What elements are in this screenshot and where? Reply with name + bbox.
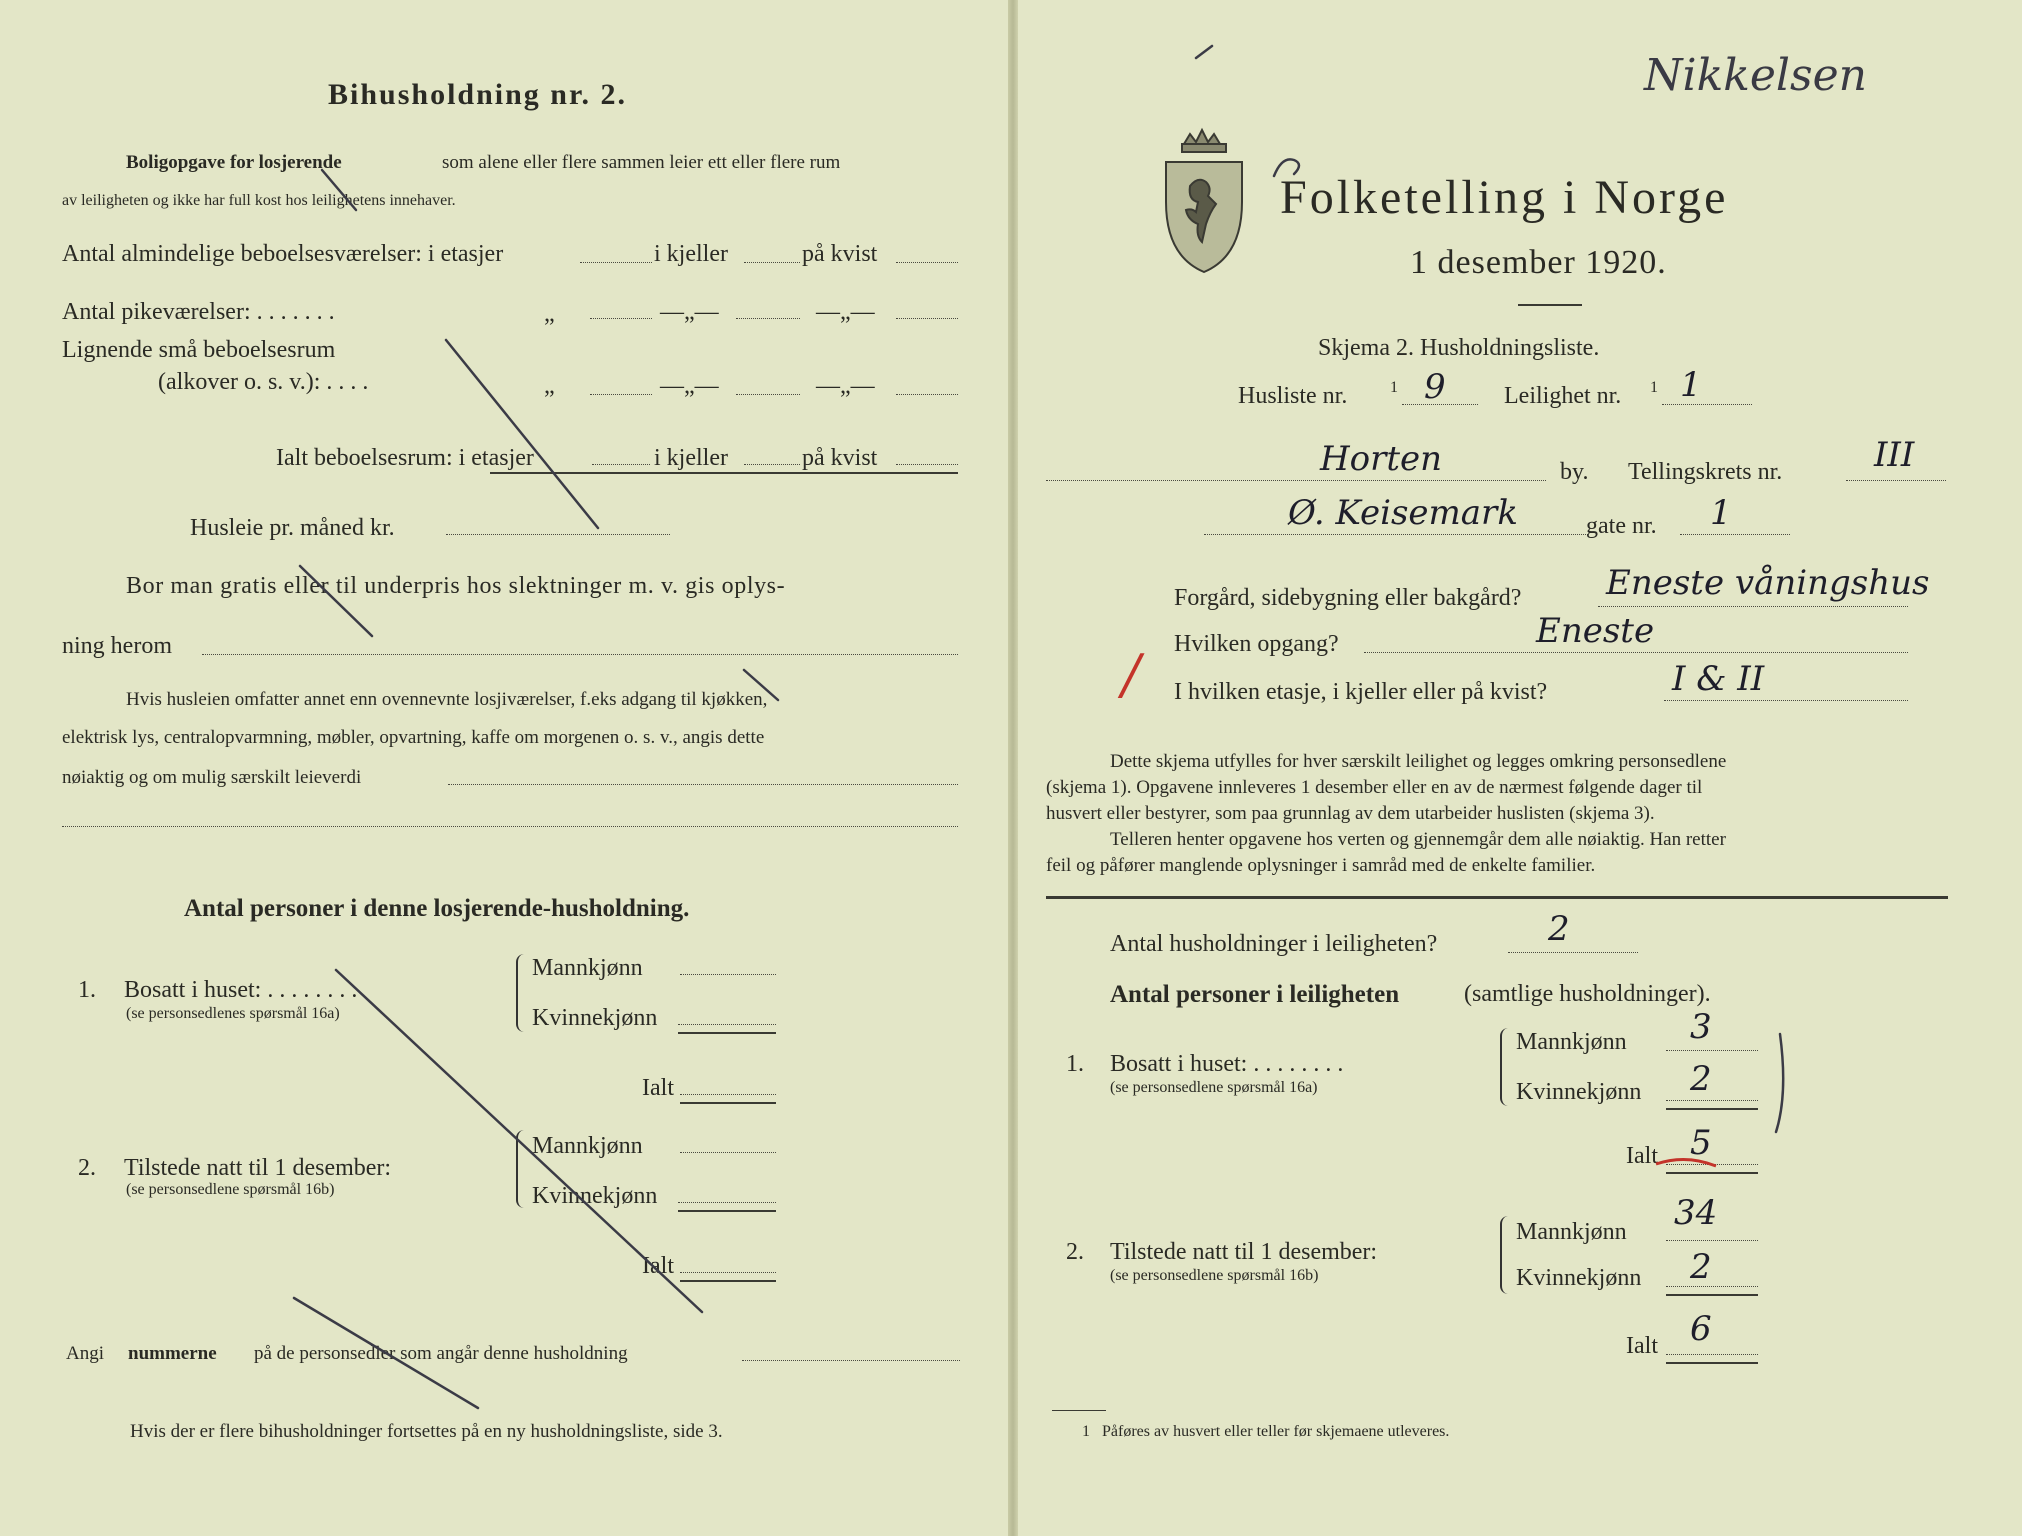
city-field (1046, 480, 1546, 481)
footnote-rule (1052, 1410, 1106, 1411)
angi-field (742, 1360, 960, 1361)
q1-mann-label: Mannkjønn (1516, 1029, 1627, 1055)
q2-ialt-underline (1666, 1362, 1758, 1364)
q1-underline (678, 1032, 776, 1034)
q1-label: Bosatt i huset: . . . . . . . . (1110, 1051, 1344, 1077)
opgang-field (1364, 652, 1908, 653)
small-kvist-field (896, 394, 958, 395)
q2-mann-field (1666, 1240, 1758, 1241)
ditto-mark: „ (544, 301, 555, 327)
leilighet-value: 1 (1680, 365, 1702, 405)
by-label: by. (1560, 459, 1589, 485)
intro-line-1: som alene eller flere sammen leier ett eller flere rum (442, 152, 841, 173)
q2-ialt-value: 6 (1690, 1309, 1712, 1349)
q1-ialt-underline (680, 1102, 776, 1104)
q1-number: 1. (1066, 1051, 1084, 1077)
total-kvist-field (896, 464, 958, 465)
intro-line-2: av leiligheten og ikke har full kost hos leilighetens innehaver. (62, 192, 456, 209)
left-title: Bihusholdning nr. 2. (328, 78, 628, 111)
q2-mann-field (680, 1152, 776, 1153)
q2-kvinne-value: 2 (1690, 1247, 1712, 1287)
free-rent-line-2: ning herom (62, 633, 172, 659)
q2-number: 2. (78, 1155, 96, 1181)
includes-field-2 (62, 826, 958, 827)
street-value: Ø. Keisemark (1288, 493, 1518, 533)
free-rent-line-1: Bor man gratis eller til underpris hos slektninger m. v. gis oplys- (126, 573, 786, 599)
persons-heading-bold: Antal personer i leiligheten (1110, 981, 1400, 1008)
footnote-number: 1 (1082, 1423, 1090, 1440)
q2-number: 2. (1066, 1239, 1084, 1265)
q1-mann-field (1666, 1050, 1758, 1051)
title-rule (1518, 304, 1582, 306)
q1-ialt-label: Ialt (642, 1075, 674, 1101)
city-value: Horten (1320, 439, 1443, 479)
q2-mann-label: Mannkjønn (532, 1133, 643, 1159)
q2-kvinne-label: Kvinnekjønn (1516, 1265, 1642, 1291)
q2-brace (1500, 1216, 1512, 1294)
q2-mann-label: Mannkjønn (1516, 1219, 1627, 1245)
q2-sub: (se personsedlene spørsmål 16b) (1110, 1267, 1319, 1284)
q2-mann-value: 34 (1674, 1193, 1718, 1233)
forgard-field (1598, 606, 1908, 607)
q1-mann-value: 3 (1690, 1007, 1712, 1047)
rooms-kvist-field (896, 262, 958, 263)
instruction-2: (skjema 1). Opgavene innleveres 1 desember eller en av de nærmest følgende dager til (1046, 777, 1703, 798)
q1-underline (1666, 1108, 1758, 1110)
ditto-mark: —„— (816, 373, 875, 399)
q1-kvinne-label: Kvinnekjønn (1516, 1079, 1642, 1105)
gate-field (1680, 534, 1790, 535)
maid-etasjer-field (590, 318, 652, 319)
q2-ialt-label: Ialt (642, 1253, 674, 1279)
q1-ialt-label: Ialt (1626, 1143, 1658, 1169)
street-field (1204, 534, 1588, 535)
q2-underline (1666, 1294, 1758, 1296)
gate-label: gate nr. (1586, 513, 1657, 539)
q1-kvinne-field (678, 1024, 776, 1025)
maid-kjeller-field (736, 318, 800, 319)
angi-label: på de personsedler som angår denne husholdning (254, 1343, 628, 1364)
ditto-mark: —„— (816, 299, 875, 325)
households-field (1508, 952, 1638, 953)
total-kvist-label: på kvist (802, 445, 878, 471)
q1-brace (516, 954, 528, 1032)
q1-kvinne-value: 2 (1690, 1059, 1712, 1099)
includes-line-1: Hvis husleien omfatter annet enn ovennevnte losjiværelser, f.eks adgang til kjøkken, (126, 689, 768, 710)
q1-label: Bosatt i huset: . . . . . . . . (124, 977, 358, 1003)
persons-heading-rest: (samtlige husholdninger). (1464, 981, 1711, 1007)
total-rooms-underline (490, 472, 958, 474)
rooms-kjeller-label: i kjeller (654, 241, 728, 267)
husliste-label: Husliste nr. (1238, 383, 1348, 409)
maid-rooms-label: Antal pikeværelser: . . . . . . . (62, 299, 335, 325)
q2-brace (516, 1130, 528, 1208)
left-footer: Hvis der er flere bihusholdninger fortsettes på en ny husholdningsliste, side 3. (130, 1421, 723, 1442)
total-kjeller-label: i kjeller (654, 445, 728, 471)
angi-prefix: Angi (66, 1343, 104, 1364)
q2-kvinne-label: Kvinnekjønn (532, 1183, 658, 1209)
includes-line-2: elektrisk lys, centralopvarmning, møbler, opvartning, kaffe om morgenen o. s. v., angis dette (62, 727, 765, 748)
ditto-mark: —„— (660, 299, 719, 325)
q2-underline (678, 1210, 776, 1212)
opgang-label: Hvilken opgang? (1174, 631, 1339, 657)
handwritten-name: Nikkelsen (1644, 50, 1867, 101)
small-rooms-label-2: (alkover o. s. v.): . . . . (158, 369, 369, 395)
leilighet-field (1662, 404, 1752, 405)
includes-field (448, 784, 958, 785)
q2-label: Tilstede natt til 1 desember: (124, 1155, 392, 1181)
q1-number: 1. (78, 977, 96, 1003)
rooms-label: Antal almindelige beboelsesværelser: i etasjer (62, 241, 504, 267)
main-title: Folketelling i Norge (1280, 171, 1729, 224)
leilighet-label: Leilighet nr. (1504, 383, 1622, 409)
census-date: 1 desember 1920. (1410, 244, 1667, 281)
small-etasjer-field (590, 394, 652, 395)
includes-line-3: nøiaktig og om mulig særskilt leieverdi (62, 767, 362, 788)
rooms-kjeller-field (744, 262, 800, 263)
total-kjeller-field (744, 464, 800, 465)
rent-label: Husleie pr. måned kr. (190, 515, 395, 541)
rooms-etasjer-field (580, 262, 652, 263)
instruction-5: feil og påfører manglende oplysninger i samråd med de enkelte familier. (1046, 855, 1596, 876)
q2-sub: (se personsedlene spørsmål 16b) (126, 1181, 335, 1198)
small-rooms-label-1: Lignende små beboelsesrum (62, 337, 336, 363)
ditto-mark: „ (544, 373, 555, 399)
schema-label: Skjema 2. Husholdningsliste. (1318, 335, 1600, 361)
q1-sub: (se personsedlene spørsmål 16a) (1110, 1079, 1318, 1096)
etasje-field (1664, 700, 1908, 701)
households-value: 2 (1548, 909, 1570, 949)
total-etasjer-field (592, 464, 650, 465)
rent-field (446, 534, 670, 535)
q1-mann-label: Mannkjønn (532, 955, 643, 981)
q1-kvinne-label: Kvinnekjønn (532, 1005, 658, 1031)
households-label: Antal husholdninger i leiligheten? (1110, 931, 1438, 957)
q2-ialt-field (1666, 1354, 1758, 1355)
q1-kvinne-field (1666, 1100, 1758, 1101)
ditto-mark: —„— (660, 373, 719, 399)
instruction-1: Dette skjema utfylles for hver særskilt leilighet og legges omkring personsedlene (1110, 751, 1727, 772)
rooms-kvist-label: på kvist (802, 241, 878, 267)
small-kjeller-field (736, 394, 800, 395)
forgard-label: Forgård, sidebygning eller bakgård? (1174, 585, 1522, 611)
footnote-text: Påføres av husvert eller teller før skjemaene utleveres. (1102, 1423, 1450, 1440)
q2-label: Tilstede natt til 1 desember: (1110, 1239, 1378, 1265)
intro-bold: Boligopgave for losjerende (126, 152, 342, 173)
opgang-value: Eneste (1536, 611, 1655, 651)
page-fold (1008, 0, 1018, 1536)
q2-kvinne-field (1666, 1286, 1758, 1287)
etasje-label: I hvilken etasje, i kjeller eller på kvist? (1174, 679, 1548, 705)
gate-value: 1 (1710, 493, 1732, 533)
angi-bold: nummerne (128, 1343, 217, 1364)
krets-value: III (1874, 435, 1915, 475)
footnote-ref: 1 (1390, 379, 1398, 396)
section-rule (1046, 896, 1948, 899)
instruction-4: Telleren henter opgavene hos verten og gjennemgår dem alle nøiaktig. Han retter (1110, 829, 1726, 850)
etasje-value: I & II (1672, 659, 1765, 699)
q1-ialt-field (1666, 1164, 1758, 1165)
instruction-3: husvert eller bestyrer, som paa grunnlag av dem utarbeider huslisten (skjema 3). (1046, 803, 1655, 824)
q2-ialt-underline (680, 1280, 776, 1282)
q2-kvinne-field (678, 1202, 776, 1203)
total-rooms-label: Ialt beboelsesrum: i etasjer (276, 445, 534, 471)
q2-ialt-label: Ialt (1626, 1333, 1658, 1359)
q1-ialt-underline (1666, 1172, 1758, 1174)
maid-kvist-field (896, 318, 958, 319)
krets-label: Tellingskrets nr. (1628, 459, 1783, 485)
q1-ialt-value: 5 (1690, 1123, 1712, 1163)
krets-field (1846, 480, 1946, 481)
footnote-ref: 1 (1650, 379, 1658, 396)
forgard-value: Eneste våningshus (1606, 563, 1930, 603)
q1-brace (1500, 1028, 1512, 1106)
q1-mann-field (680, 974, 776, 975)
persons-heading: Antal personer i denne losjerende-husholdning. (184, 895, 690, 922)
q1-ialt-field (680, 1094, 776, 1095)
q1-sub: (se personsedlenes spørsmål 16a) (126, 1005, 340, 1022)
husliste-value: 9 (1424, 367, 1446, 407)
free-rent-field (202, 654, 958, 655)
q2-ialt-field (680, 1272, 776, 1273)
red-margin-mark: / (1122, 643, 1141, 706)
